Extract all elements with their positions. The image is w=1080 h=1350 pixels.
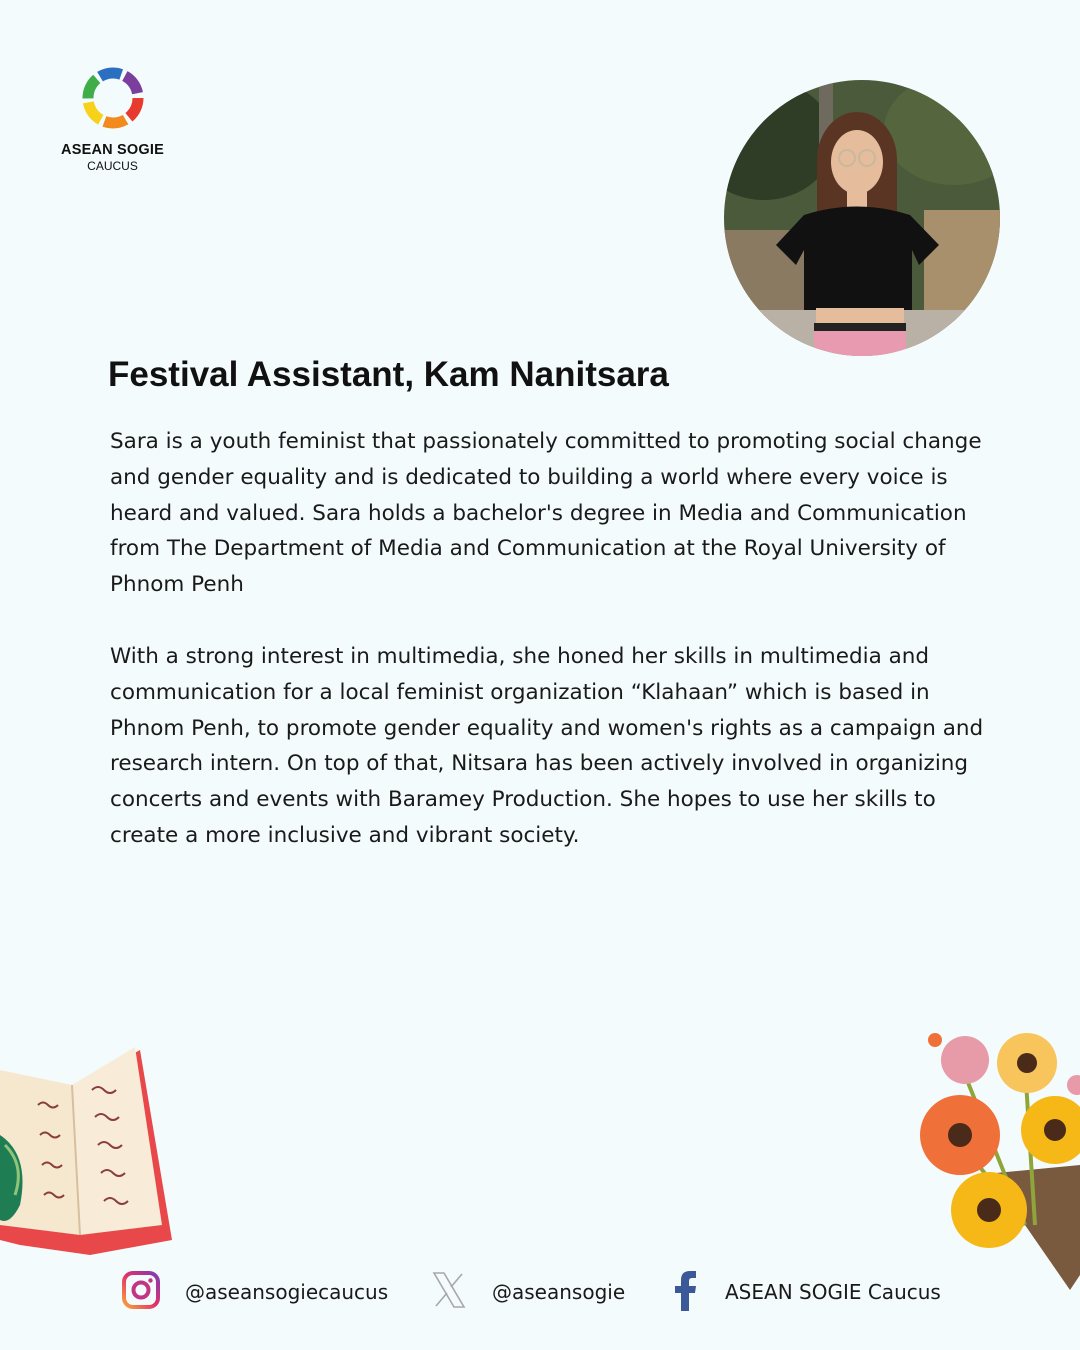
logo-ring-icon	[75, 60, 151, 136]
flowers-illustration	[905, 1025, 1080, 1295]
profile-title: Festival Assistant, Kam Nanitsara	[108, 355, 669, 394]
x-icon	[432, 1272, 466, 1312]
facebook-handle: ASEAN SOGIE Caucus	[725, 1280, 941, 1304]
instagram-handle: @aseansogiecaucus	[185, 1280, 389, 1304]
instagram-icon	[121, 1270, 161, 1314]
facebook-link[interactable]	[673, 1270, 941, 1314]
facebook-icon	[673, 1269, 699, 1315]
x-link[interactable]	[432, 1270, 625, 1314]
brand-subname: CAUCUS	[87, 159, 138, 173]
profile-photo	[724, 80, 1000, 356]
bio-paragraph-2: With a strong interest in multimedia, she honed her skills in multimedia and communication for a local feminist organization “Klahaan” which is based in Phnom Penh, to promote gender equality and women's rights as a campaign and research intern. On top of that, Nitsara has been actively involved in organizing concerts and events with Baramey Production. She hopes to use her skills to create a more inclusive and vibrant society.	[110, 644, 984, 848]
x-handle: @aseansogie	[492, 1280, 626, 1304]
brand-logo	[55, 60, 170, 180]
book-illustration	[0, 1045, 180, 1260]
instagram-link[interactable]	[121, 1270, 388, 1314]
brand-name: ASEAN SOGIE	[61, 142, 164, 158]
bio-paragraph-1: Sara is a youth feminist that passionately committed to promoting social change and gender equality and is dedicated to building a world where every voice is heard and valued. Sara holds a bachelor's degree in Media and Communication from The Department of Media and Communication at the Royal University of Phnom Penh	[110, 429, 982, 598]
